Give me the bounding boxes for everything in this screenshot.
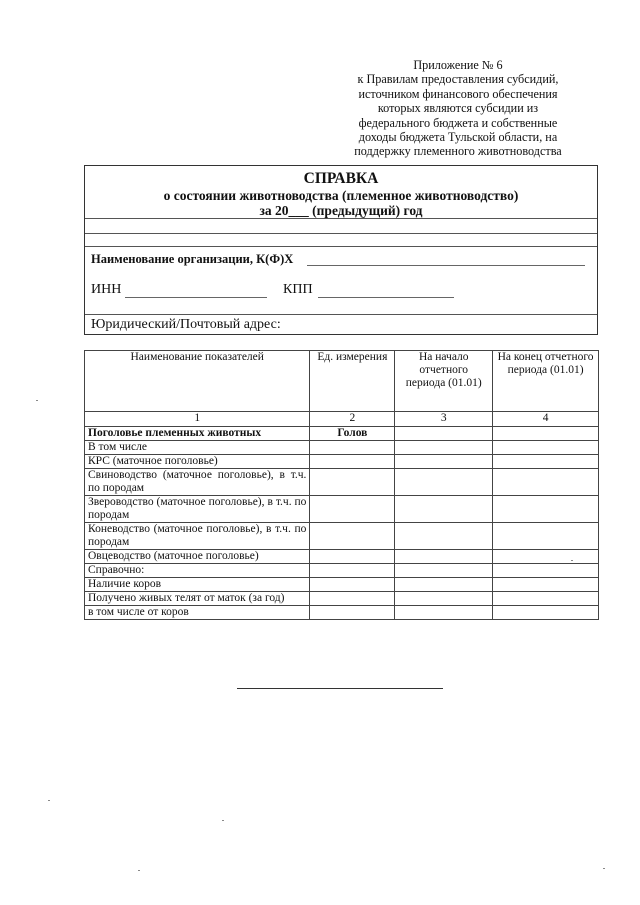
divider xyxy=(85,218,597,219)
row-unit xyxy=(310,523,395,550)
scan-speck xyxy=(48,800,50,801)
row-unit xyxy=(310,469,395,496)
value-cell[interactable] xyxy=(493,427,599,441)
value-cell[interactable] xyxy=(493,550,599,564)
header-cell: На начало отчетного периода (01.01) xyxy=(395,351,493,412)
value-cell[interactable] xyxy=(493,441,599,455)
row-unit xyxy=(310,550,395,564)
column-number: 4 xyxy=(493,412,599,427)
appendix-line: федерального бюджета и собственные xyxy=(358,115,558,130)
row-name: Справочно: xyxy=(85,564,310,578)
table-row xyxy=(85,427,599,441)
inn-label: ИНН xyxy=(91,282,122,297)
value-cell[interactable] xyxy=(395,469,493,496)
table-row xyxy=(85,523,599,550)
appendix-line: Приложение № 6 xyxy=(413,58,503,72)
column-number: 2 xyxy=(310,412,395,427)
signature-line xyxy=(237,688,443,689)
document-title: СПРАВКА xyxy=(303,170,379,187)
row-unit xyxy=(310,496,395,523)
header-cell: Ед. измерения xyxy=(310,351,395,412)
value-cell[interactable] xyxy=(395,592,493,606)
value-cell[interactable] xyxy=(395,578,493,592)
value-cell[interactable] xyxy=(493,455,599,469)
column-number: 1 xyxy=(85,412,310,427)
scan-speck xyxy=(222,820,224,821)
document-subtitle: о состоянии животноводства (племенное животноводство) xyxy=(163,188,519,203)
row-name: Звероводство (маточное поголовье), в т.ч. по породам xyxy=(85,496,310,523)
organization-label: Наименование организации, К(Ф)Х xyxy=(91,252,294,266)
header-cell: Наименование показателей xyxy=(85,351,310,412)
value-cell[interactable] xyxy=(493,578,599,592)
inn-field[interactable] xyxy=(125,297,267,298)
row-name: Овцеводство (маточное поголовье) xyxy=(85,550,310,564)
organization-field[interactable] xyxy=(307,265,585,266)
value-cell[interactable] xyxy=(493,564,599,578)
scan-speck xyxy=(36,400,38,401)
appendix-note xyxy=(338,58,578,159)
row-unit xyxy=(310,441,395,455)
scan-speck xyxy=(603,868,605,869)
kpp-field[interactable] xyxy=(318,297,454,298)
row-name: Коневодство (маточное поголовье), в т.ч. по породам xyxy=(85,523,310,550)
row-name: Наличие коров xyxy=(85,578,310,592)
row-name: В том числе xyxy=(85,441,310,455)
appendix-line: доходы бюджета Тульской области, на xyxy=(358,130,558,145)
value-cell[interactable] xyxy=(395,564,493,578)
reporting-period: за 20___ (предыдущий) год xyxy=(259,203,423,218)
row-unit: Голов xyxy=(310,427,395,441)
column-number-row xyxy=(85,412,599,427)
value-cell[interactable] xyxy=(493,469,599,496)
row-unit xyxy=(310,564,395,578)
value-cell[interactable] xyxy=(493,523,599,550)
row-unit xyxy=(310,455,395,469)
value-cell[interactable] xyxy=(395,496,493,523)
row-unit xyxy=(310,578,395,592)
row-name: КРС (маточное поголовье) xyxy=(85,455,310,469)
table-row xyxy=(85,496,599,523)
table-row xyxy=(85,469,599,496)
row-name: Поголовье племенных животных xyxy=(85,427,310,441)
table-row xyxy=(85,592,599,606)
column-number: 3 xyxy=(395,412,493,427)
value-cell[interactable] xyxy=(395,606,493,620)
row-name: Свиноводство (маточное поголовье), в т.ч. по породам xyxy=(85,469,310,496)
row-name: в том числе от коров xyxy=(85,606,310,620)
table-row xyxy=(85,455,599,469)
value-cell[interactable] xyxy=(395,550,493,564)
divider xyxy=(85,314,597,315)
value-cell[interactable] xyxy=(395,523,493,550)
table-row xyxy=(85,564,599,578)
address-label: Юридический/Почтовый адрес: xyxy=(91,317,281,332)
table-row xyxy=(85,550,599,564)
value-cell[interactable] xyxy=(395,441,493,455)
scan-speck xyxy=(138,870,140,871)
appendix-line: источником финансового обеспечения xyxy=(358,86,558,101)
value-cell[interactable] xyxy=(493,496,599,523)
table-row xyxy=(85,606,599,620)
value-cell[interactable] xyxy=(395,455,493,469)
value-cell[interactable] xyxy=(493,606,599,620)
divider xyxy=(85,233,597,234)
certificate-header-box xyxy=(84,165,598,335)
value-cell[interactable] xyxy=(395,427,493,441)
table-row xyxy=(85,578,599,592)
scan-speck xyxy=(571,560,573,561)
row-unit xyxy=(310,592,395,606)
row-unit xyxy=(310,606,395,620)
kpp-label: КПП xyxy=(283,282,313,297)
row-name: Получено живых телят от маток (за год) xyxy=(85,592,310,606)
indicators-table xyxy=(84,350,599,620)
appendix-line: поддержку племенного животноводства xyxy=(354,144,562,159)
appendix-line: к Правилам предоставления субсидий, xyxy=(357,72,559,87)
appendix-line: которых являются субсидии из xyxy=(377,101,539,116)
header-cell: На конец отчетного периода (01.01) xyxy=(493,351,599,412)
table-row xyxy=(85,441,599,455)
value-cell[interactable] xyxy=(493,592,599,606)
table-header-row xyxy=(85,351,599,412)
divider xyxy=(85,246,597,247)
